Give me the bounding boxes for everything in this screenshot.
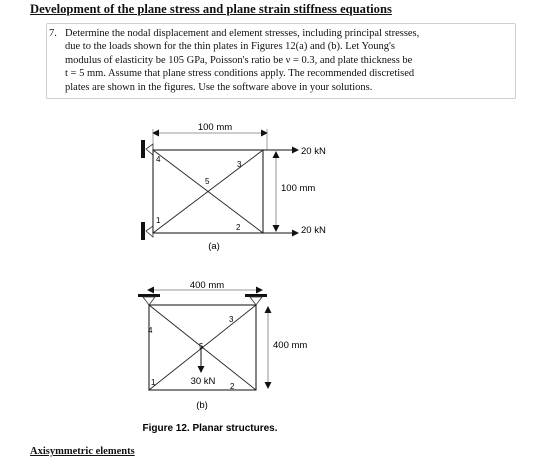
fig-a-roller-bottom (146, 226, 153, 237)
fig-b-side-dim-label: 400 mm (273, 340, 308, 351)
fig-a-load-bottom-label: 20 kN (301, 225, 326, 236)
section-heading: Development of the plane stress and plane strain stiffness equations (30, 2, 392, 16)
fig-a-node-1: 1 (156, 216, 161, 225)
figure-caption: Figure 12. Planar structures. (142, 423, 278, 434)
fig-a-node-4: 4 (156, 155, 161, 164)
fig-a-caption: (a) (208, 241, 220, 252)
fig-b-node-2: 2 (230, 382, 235, 391)
question-text-2: due to the loads shown for the thin plates in Figures 12(a) and (b). Let Young's (65, 41, 395, 53)
fig-b-node-1: 1 (151, 378, 156, 387)
fig-a-side-dim-label: 100 mm (281, 183, 316, 194)
question-text-5: plates are shown in the figures. Use the software above in your solutions. (65, 81, 373, 93)
fig-a-support-bottom (141, 222, 145, 240)
fig-a-roller-top (146, 144, 153, 155)
fig-a-support-top (141, 140, 145, 158)
fig-a-node-5: 5 (205, 177, 210, 186)
fig-b-pin-right (250, 297, 262, 305)
footer-heading: Axisymmetric elements (30, 446, 135, 457)
fig-b-top-dim-label: 400 mm (189, 280, 225, 291)
question-text-4: t = 5 mm. Assume that plane stress conditions apply. The recommended discretised (65, 68, 415, 80)
question-number: 7. (49, 28, 57, 39)
fig-b-load-label: 30 kN (190, 376, 216, 387)
fig-a-node-3: 3 (237, 160, 242, 169)
fig-b-caption: (b) (196, 400, 208, 411)
fig-b-support-left (138, 294, 160, 297)
fig-b-support-right (245, 294, 267, 297)
fig-b-node-5: 5 (199, 342, 204, 351)
question-text-3: modulus of elasticity be 105 GPa, Poisson's ratio be ν = 0.3, and plate thickness be (65, 54, 413, 66)
fig-b-node-3: 3 (229, 315, 234, 324)
fig-a-load-top-label: 20 kN (301, 146, 326, 157)
figure-a (141, 122, 326, 252)
fig-a-node-2: 2 (236, 223, 241, 232)
fig-b-pin-left (143, 297, 155, 305)
fig-b-node-4: 4 (148, 326, 153, 335)
figure-b (138, 280, 307, 411)
fig-a-top-dim-label: 100 mm (197, 122, 233, 133)
question-text-1: Determine the nodal displacement and element stresses, including principal stresses, (65, 28, 420, 39)
